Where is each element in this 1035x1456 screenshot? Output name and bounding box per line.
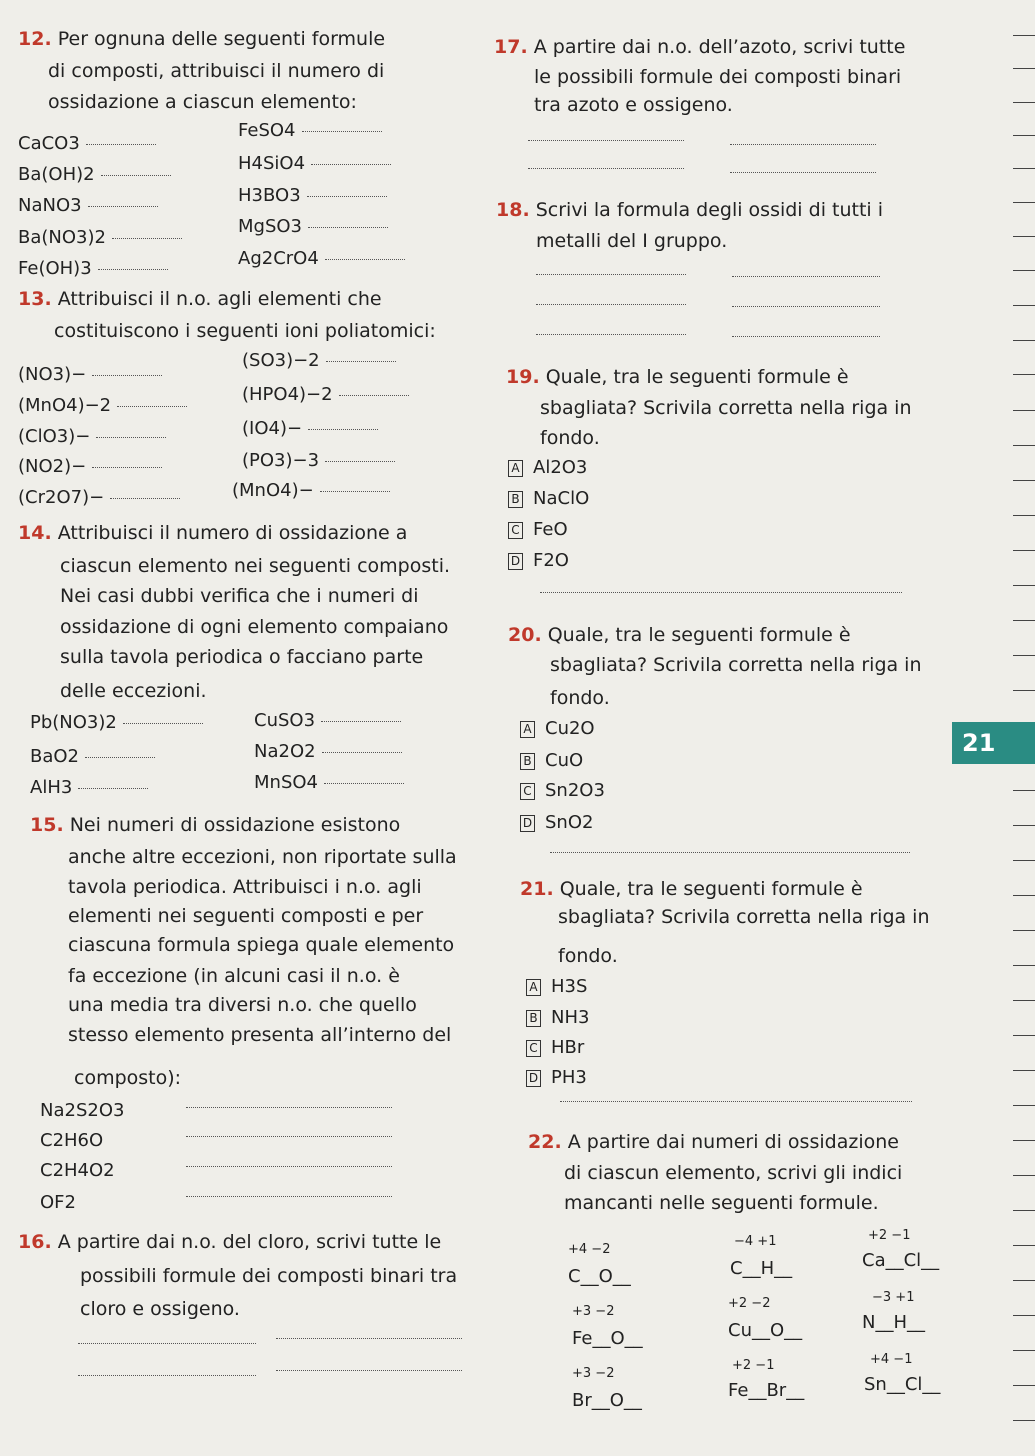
answer-line[interactable] [276, 1338, 462, 1339]
answer-blank[interactable] [123, 722, 203, 724]
formula-item [238, 185, 387, 206]
exercise-text-line: ciascun elemento nei seguenti composti. [60, 555, 451, 577]
answer-line[interactable] [78, 1375, 256, 1376]
formula-item [18, 364, 162, 385]
formula-item [18, 426, 166, 447]
exercise-number: 20. [508, 624, 542, 646]
answer-blank[interactable] [321, 720, 401, 722]
formula-item [242, 384, 409, 405]
formula-with-blanks[interactable]: Cu__O__ [728, 1320, 803, 1341]
exercise-text-line: fondo. [550, 687, 610, 709]
option-letter: D [520, 815, 535, 832]
option-formula: NaClO [533, 488, 590, 509]
option-letter: B [508, 491, 523, 508]
exercise-text-line: Quale, tra le seguenti formule è [559, 878, 863, 900]
option-letter: A [520, 721, 535, 738]
option-letter: B [520, 753, 535, 770]
formula-item [30, 777, 148, 798]
option-letter: C [526, 1040, 541, 1057]
formula-with-blanks[interactable]: N__H__ [862, 1312, 925, 1333]
option-letter: A [526, 979, 541, 996]
answer-line[interactable] [528, 168, 684, 169]
option-letter: C [520, 783, 535, 800]
answer-blank[interactable] [339, 394, 409, 396]
exercise-text-line: fa eccezione (in alcuni casi il n.o. è [68, 965, 400, 987]
formula: (HPO4)−2 [242, 384, 333, 405]
answer-line[interactable] [732, 276, 880, 277]
formula-item [18, 456, 162, 477]
exercise-text-line: delle eccezioni. [60, 680, 207, 702]
answer-blank[interactable] [324, 782, 404, 784]
answer-blank[interactable] [325, 460, 395, 462]
answer-line[interactable] [540, 592, 902, 593]
formula: Ag2CrO4 [238, 248, 319, 269]
option-formula: PH3 [551, 1067, 587, 1088]
option-formula: FeO [533, 519, 568, 540]
formula: FeSO4 [238, 120, 296, 141]
option-formula: Cu2O [545, 718, 595, 739]
formula-with-blanks[interactable]: Fe__O__ [572, 1328, 643, 1349]
answer-blank[interactable] [308, 226, 388, 228]
formula-item [232, 480, 390, 501]
answer-line[interactable] [560, 1101, 912, 1102]
option[interactable] [526, 976, 587, 997]
option[interactable] [520, 750, 583, 771]
option-formula: H3S [551, 976, 588, 997]
answer-blank[interactable] [88, 205, 158, 207]
formula: CuSO3 [254, 710, 316, 731]
option-letter: D [526, 1070, 541, 1087]
answer-blank[interactable] [86, 143, 156, 145]
formula-item [254, 710, 401, 731]
answer-blank[interactable] [307, 195, 387, 197]
option-letter: A [508, 460, 523, 477]
exercise-number: 15. [30, 814, 64, 836]
exercise-text-line: Per ognuna delle seguenti formule [57, 28, 386, 50]
exercise-text-line: Attribuisci il numero di ossidazione a [57, 522, 408, 544]
formula: NaNO3 [18, 195, 82, 216]
exercise-number: 14. [18, 522, 52, 544]
option-formula: NH3 [551, 1007, 590, 1028]
exercise-text-line: tavola periodica. Attribuisci i n.o. agli [68, 876, 422, 898]
answer-line[interactable] [730, 172, 876, 173]
formula-item [254, 772, 404, 793]
exercise-text-line: anche altre eccezioni, non riportate sulla [68, 846, 457, 868]
exercise-text-line: stesso elemento presenta all’interno del [68, 1024, 452, 1046]
formula: H3BO3 [238, 185, 301, 206]
exercise-text-line: Quale, tra le seguenti formule è [545, 366, 849, 388]
answer-line[interactable] [550, 852, 910, 853]
exercise-text-line: A partire dai numeri di ossidazione [567, 1131, 899, 1153]
option[interactable] [508, 550, 569, 571]
answer-blank[interactable] [117, 405, 187, 407]
answer-line[interactable] [186, 1166, 392, 1167]
answer-blank[interactable] [98, 268, 168, 270]
formula: Na2O2 [254, 741, 316, 762]
answer-blank[interactable] [110, 497, 180, 499]
formula: OF2 [40, 1192, 76, 1213]
answer-line[interactable] [276, 1370, 462, 1371]
answer-line[interactable] [528, 140, 684, 141]
option-formula: CuO [545, 750, 584, 771]
oxidation-numbers: +3 −2 [572, 1304, 615, 1319]
answer-line[interactable] [732, 336, 880, 337]
option-formula: Al2O3 [533, 457, 588, 478]
answer-blank[interactable] [78, 787, 148, 789]
exercise-text-line: tra azoto e ossigeno. [534, 94, 733, 116]
formula-item [242, 350, 396, 371]
formula: MgSO3 [238, 216, 303, 237]
answer-line[interactable] [536, 304, 686, 305]
formula: Ba(NO3)2 [18, 227, 106, 248]
exercise-text-line: sbagliata? Scrivila corretta nella riga in [540, 397, 912, 419]
exercise-number: 17. [494, 36, 528, 58]
formula-item [238, 120, 382, 141]
option[interactable] [520, 718, 595, 739]
answer-blank[interactable] [326, 360, 396, 362]
formula: AlH3 [30, 777, 73, 798]
option[interactable] [526, 1067, 587, 1088]
answer-line[interactable] [78, 1343, 256, 1344]
oxidation-numbers: +2 −1 [732, 1358, 775, 1373]
option[interactable] [526, 1037, 584, 1058]
exercise-text-line: ossidazione a ciascun elemento: [48, 91, 357, 113]
exercise-text-line: possibili formule dei composti binari tra [80, 1265, 458, 1287]
formula-item [18, 227, 182, 248]
option-formula: HBr [551, 1037, 585, 1058]
answer-line[interactable] [186, 1196, 392, 1197]
formula-item [30, 712, 203, 733]
formula: C2H4O2 [40, 1160, 115, 1181]
exercise-text-line: metalli del I gruppo. [536, 230, 728, 252]
answer-blank[interactable] [96, 436, 166, 438]
formula-with-blanks[interactable]: Br__O__ [572, 1390, 642, 1411]
exercise-text-line: elementi nei seguenti composti e per [68, 905, 424, 927]
formula: (PO3)−3 [242, 450, 320, 471]
formula-item [242, 450, 395, 471]
oxidation-numbers: +2 −2 [728, 1296, 771, 1311]
exercise-number: 18. [496, 199, 530, 221]
exercise-text-line: Nei casi dubbi verifica che i numeri di [60, 585, 419, 607]
answer-blank[interactable] [101, 174, 171, 176]
formula-with-blanks[interactable]: Fe__Br__ [728, 1380, 805, 1401]
exercise-text-line: di composti, attribuisci il numero di [48, 60, 385, 82]
oxidation-numbers: +4 −1 [870, 1352, 913, 1367]
exercise-text-line: Scrivi la formula degli ossidi di tutti i [535, 199, 883, 221]
answer-blank[interactable] [302, 130, 382, 132]
formula-item [18, 258, 168, 279]
exercise-number: 13. [18, 288, 52, 310]
option[interactable] [508, 488, 589, 509]
option[interactable] [508, 519, 568, 540]
oxidation-numbers: +2 −1 [868, 1228, 911, 1243]
page-number-badge: 21 [952, 722, 1035, 764]
option-formula: SnO2 [545, 812, 594, 833]
option-letter: D [508, 553, 523, 570]
exercise-number: 21. [520, 878, 554, 900]
formula: CaCO3 [18, 133, 80, 154]
exercise-text-line: Quale, tra le seguenti formule è [547, 624, 851, 646]
oxidation-numbers: +3 −2 [572, 1366, 615, 1381]
formula-item [18, 395, 187, 416]
option[interactable] [520, 780, 605, 801]
answer-blank[interactable] [308, 428, 378, 430]
formula-with-blanks[interactable]: Sn__Cl__ [864, 1374, 941, 1395]
answer-blank[interactable] [320, 490, 390, 492]
exercise-text-line: di ciascun elemento, scrivi gli indici [564, 1162, 903, 1184]
option[interactable] [526, 1007, 589, 1028]
formula: (Cr2O7)− [18, 487, 105, 508]
exercise-text-line: costituiscono i seguenti ioni poliatomici: [54, 320, 436, 342]
oxidation-numbers: −4 +1 [734, 1234, 777, 1249]
exercise-text-line: fondo. [558, 945, 618, 967]
exercise-text-line: cloro e ossigeno. [80, 1298, 240, 1320]
exercise-number: 19. [506, 366, 540, 388]
formula-item [18, 195, 158, 216]
exercise-text-line: ossidazione di ogni elemento compaiano [60, 616, 449, 638]
formula: MnSO4 [254, 772, 318, 793]
exercise-number: 12. [18, 28, 52, 50]
formula-item [30, 746, 155, 767]
answer-line[interactable] [536, 334, 686, 335]
option-formula: Sn2O3 [545, 780, 605, 801]
formula: (MnO4)−2 [18, 395, 112, 416]
exercise-number: 16. [18, 1231, 52, 1253]
formula: Fe(OH)3 [18, 258, 92, 279]
answer-line[interactable] [186, 1136, 392, 1137]
formula: Ba(OH)2 [18, 164, 95, 185]
option[interactable] [508, 457, 587, 478]
exercise-text-line: composto): [74, 1067, 182, 1089]
exercise-text-line: sbagliata? Scrivila corretta nella riga in [558, 906, 930, 928]
answer-line[interactable] [186, 1107, 392, 1108]
answer-blank[interactable] [322, 751, 402, 753]
formula: Pb(NO3)2 [30, 712, 117, 733]
exercise-text-line: le possibili formule dei composti binari [534, 66, 902, 88]
answer-line[interactable] [730, 144, 876, 145]
answer-blank[interactable] [92, 374, 162, 376]
formula: H4SiO4 [238, 153, 306, 174]
formula-with-blanks[interactable]: Ca__Cl__ [862, 1250, 940, 1271]
formula: (NO2)− [18, 456, 87, 477]
formula: Na2S2O3 [40, 1100, 125, 1121]
formula-item [238, 153, 391, 174]
formula-with-blanks[interactable]: C__O__ [568, 1266, 631, 1287]
exercise-text-line: ciascuna formula spiega quale elemento [68, 934, 455, 956]
formula: (MnO4)− [232, 480, 314, 501]
exercise-text-line: una media tra diversi n.o. che quello [68, 994, 417, 1016]
answer-blank[interactable] [85, 756, 155, 758]
exercise-text-line: fondo. [540, 427, 600, 449]
formula: (ClO3)− [18, 426, 91, 447]
formula: (NO3)− [18, 364, 87, 385]
exercise-text-line: A partire dai n.o. dell’azoto, scrivi tutte [533, 36, 906, 58]
formula: (IO4)− [242, 418, 303, 439]
exercise-text-line: sulla tavola periodica o facciano parte [60, 646, 424, 668]
option-letter: B [526, 1010, 541, 1027]
oxidation-numbers: −3 +1 [872, 1290, 915, 1305]
exercise-text-line: A partire dai n.o. del cloro, scrivi tutte le [57, 1231, 442, 1253]
formula-item [242, 418, 378, 439]
answer-blank[interactable] [112, 237, 182, 239]
exercise-text-line: sbagliata? Scrivila corretta nella riga in [550, 654, 922, 676]
answer-line[interactable] [732, 306, 880, 307]
option-formula: F2O [533, 550, 569, 571]
answer-blank[interactable] [311, 163, 391, 165]
option-letter: C [508, 522, 523, 539]
formula: (SO3)−2 [242, 350, 320, 371]
exercise-text-line: Attribuisci il n.o. agli elementi che [57, 288, 382, 310]
formula-item [18, 133, 156, 154]
formula: C2H6O [40, 1130, 104, 1151]
exercise-text-line: mancanti nelle seguenti formule. [564, 1192, 879, 1214]
option[interactable] [520, 812, 593, 833]
formula-item [18, 487, 180, 508]
oxidation-numbers: +4 −2 [568, 1242, 611, 1257]
formula-item [254, 741, 402, 762]
formula-item [18, 164, 171, 185]
exercise-text-line: Nei numeri di ossidazione esistono [69, 814, 401, 836]
formula-item [238, 216, 388, 237]
exercise-number: 22. [528, 1131, 562, 1153]
answer-blank[interactable] [92, 466, 162, 468]
answer-line[interactable] [536, 274, 686, 275]
formula: BaO2 [30, 746, 79, 767]
formula-with-blanks[interactable]: C__H__ [730, 1258, 793, 1279]
answer-blank[interactable] [325, 258, 405, 260]
formula-item [238, 248, 405, 269]
